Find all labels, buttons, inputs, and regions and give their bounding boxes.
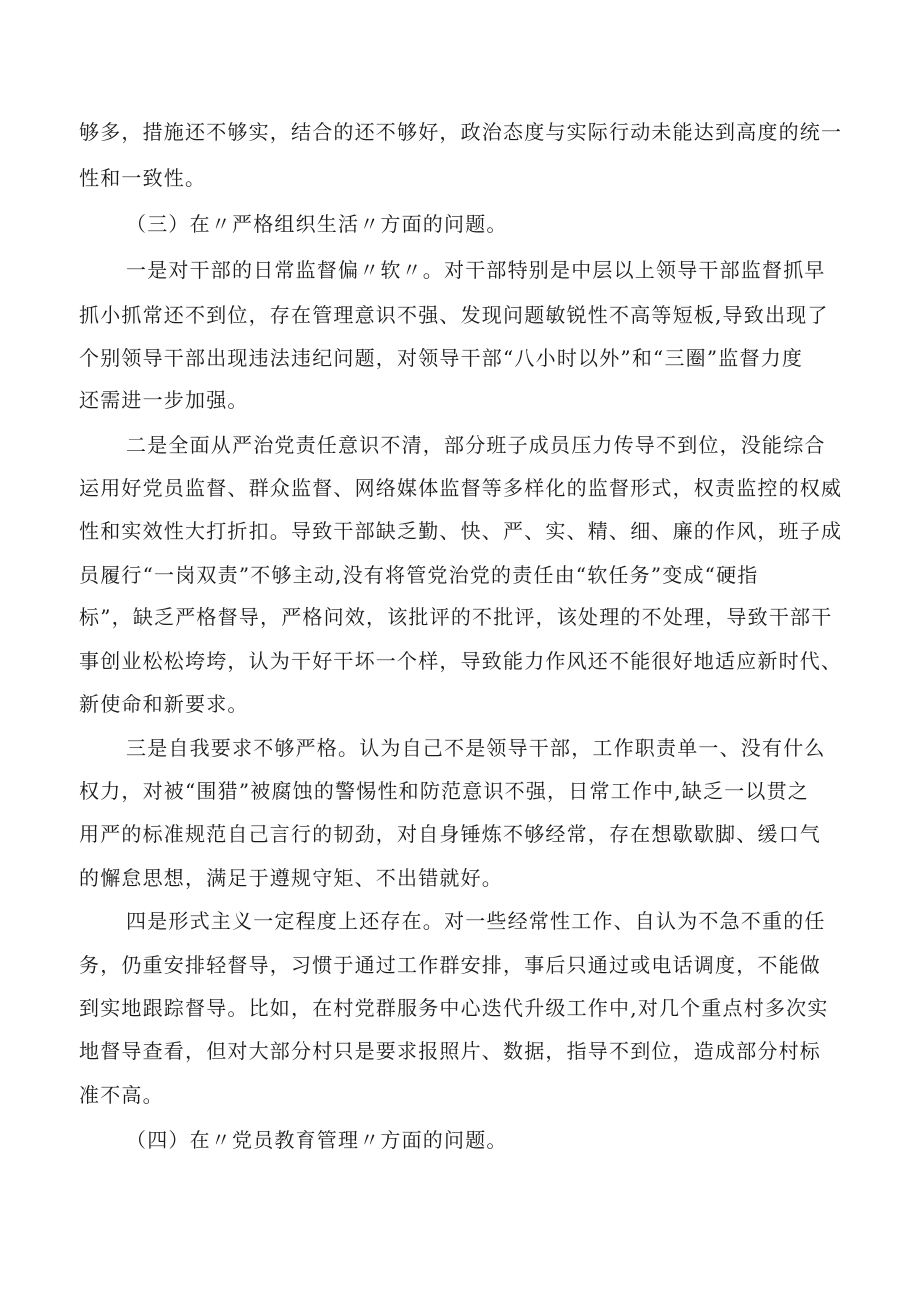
text-line: 三是自我要求不够严格。认为自己不是领导干部，工作职责单一、没有什么 <box>126 736 826 760</box>
text-line: 够多，措施还不够实，结合的还不够好，政治态度与实际行动未能达到高度的统一 <box>79 120 843 144</box>
text-line: 性和实效性大打折扣。导致干部缺乏勤、快、严、实、精、细、廉的作风，班子成 <box>79 519 843 543</box>
text-line: 准不高。 <box>79 1083 164 1107</box>
text-line: 用严的标准规范自己言行的韧劲，对自身锤炼不够经常，存在想歇歇脚、缓口气 <box>79 822 821 846</box>
text-line: 个别领导干部出现违法违纪问题，对领导干部“八小时以外”和“三圈”监督力度 <box>79 346 804 370</box>
section-heading: （三）在〃严格组织生活〃方面的问题。 <box>126 212 508 236</box>
text-line: 到实地跟踪督导。比如，在村党群服务中心迭代升级工作中,对几个重点村多次实 <box>79 996 829 1020</box>
text-line: 事创业松松垮垮，认为干好干坏一个样，导致能力作风还不能很好地适应新时代、 <box>79 649 843 673</box>
text-line: 权力，对被“围猎”被腐蚀的警惕性和防范意识不强，日常工作中,缺乏一以贯之 <box>79 779 810 803</box>
text-line: 运用好党员监督、群众监督、网络媒体监督等多样化的监督形式，权责监控的权威 <box>79 476 843 500</box>
text-line: 地督导查看，但对大部分村只是要求报照片、数据，指导不到位，造成部分村标 <box>79 1039 821 1063</box>
text-line: 员履行“一岗双责”不够主动,没有将管党治党的责任由“软任务”变成“硬指 <box>79 563 759 587</box>
text-line: 还需进一步加强。 <box>79 388 249 412</box>
text-line: 的懈怠思想，满足于遵规守矩、不出错就好。 <box>79 866 503 890</box>
section-heading: （四）在〃党员教育管理〃方面的问题。 <box>126 1128 508 1152</box>
text-line: 务，仍重安排轻督导，习惯于通过工作群安排，事后只通过或电话调度，不能做 <box>79 953 821 977</box>
text-line: 新使命和新要求。 <box>79 692 249 716</box>
text-line: 抓小抓常还不到位，存在管理意识不强、发现问题敏锐性不高等短板,导致出现了 <box>79 303 829 327</box>
text-line: 标”，缺乏严格督导，严格问效，该批评的不批评，该处理的不处理，导致干部干 <box>79 605 833 629</box>
text-line: 性和一致性。 <box>79 166 207 190</box>
text-line: 二是全面从严治党责任意识不清，部分班子成员压力传导不到位，没能综合 <box>126 433 826 457</box>
text-line: 四是形式主义一定程度上还存在。对一些经常性工作、自认为不急不重的任 <box>126 909 826 933</box>
text-line: 一是对干部的日常监督偏〃软〃。对干部特别是中层以上领导干部监督抓早 <box>126 258 826 282</box>
